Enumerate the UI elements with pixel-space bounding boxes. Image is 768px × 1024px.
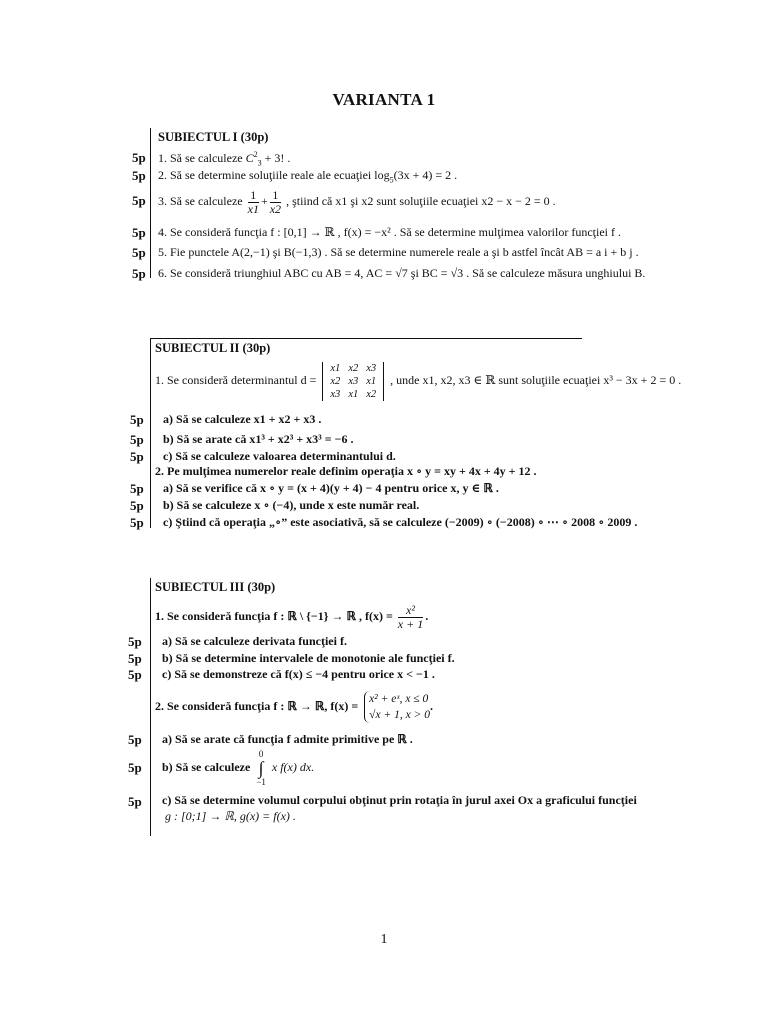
s2-1b: b) Să se arate că x1³ + x2³ + x3³ = −6 . xyxy=(163,432,354,446)
points-label: 5p xyxy=(130,498,144,513)
points-label: 5p xyxy=(132,168,146,183)
s2-1c: c) Să se calculeze valoarea determinantului d. xyxy=(163,449,396,463)
s1-question-1: 1. Să se calculeze $C^2_3 + 3$! . xyxy=(158,150,291,168)
integral-sign: 0 ∫ −1 xyxy=(256,749,266,788)
points-label: 5p xyxy=(130,432,144,447)
s3-1c: c) Să se demonstreze că f(x) ≤ −4 pentru orice x < −1 . xyxy=(162,667,435,681)
s1-question-6: 6. Se consideră triunghiul ABC cu AB = 4, AC = √7 şi BC = √3 . Să se calculeze măsura unghiului B. xyxy=(158,266,646,280)
section-3-header: SUBIECTUL III (30p) xyxy=(155,580,276,594)
section-1-header: SUBIECTUL I (30p) xyxy=(158,130,269,144)
points-label: 5p xyxy=(128,667,142,682)
section-1-rule xyxy=(150,128,151,278)
points-label: 5p xyxy=(130,449,144,464)
s3-1a: a) Să se calculeze derivata funcţiei f. xyxy=(162,634,347,648)
determinant-matrix: x1 x2 x3 x2 x3 x1 x3 x1 x2 xyxy=(322,362,384,401)
s2-1a: a) Să se calculeze x1 + x2 + x3 . xyxy=(163,412,322,426)
points-label: 5p xyxy=(128,732,142,747)
s2-2a: a) Să se verifice că x ∘ y = (x + 4)(y + 4) − 4 pentru orice x, y ∈ ℝ . xyxy=(163,481,499,495)
s3-2b: b) Să se calculeze 0 ∫ −1 x f(x) dx. xyxy=(162,749,315,788)
s1-question-3: 3. Să se calculeze $\frac{1}{x1}$ + $\frac{1}{x2}$ , ştiind că x1 şi x2 sunt soluţiile ecuaţiei x2 − x − 2 = 0 . xyxy=(158,187,556,216)
s3-1b: b) Să se determine intervalele de monotonie ale funcţiei f. xyxy=(162,651,455,665)
points-label: 5p xyxy=(128,794,142,809)
page-title: VARIANTA 1 xyxy=(332,90,436,109)
points-label: 5p xyxy=(130,515,144,530)
points-label: 5p xyxy=(130,481,144,496)
s3-question-2: 2. Se consideră funcţia f : ℝ → ℝ, f(x) = x² + eˣ, x ≤ 0 √x + 1, x > 0 . xyxy=(155,693,433,722)
s1-question-5: 5. Fie punctele A(2,−1) şi B(−1,3) . Să se determine numerele reale a şi b astfel încât AB = a i + b j . xyxy=(158,245,639,259)
points-label: 5p xyxy=(132,150,146,165)
points-label: 5p xyxy=(128,651,142,666)
points-label: 5p xyxy=(132,266,146,281)
points-label: 5p xyxy=(132,193,146,208)
s2-question-2: 2. Pe mulţimea numerelor reale definim operaţia x ∘ y = xy + 4x + 4y + 12 . xyxy=(155,464,537,478)
section-2-rule xyxy=(150,338,151,528)
s1-question-4: 4. Se consideră funcţia f : [0,1] → ℝ , f(x) = −x² . Să se determine mulţimea valorilor funcţiei f . xyxy=(158,225,621,239)
piecewise-brace: x² + eˣ, x ≤ 0 √x + 1, x > 0 xyxy=(364,691,430,723)
section-2-top-rule xyxy=(150,338,582,339)
points-label: 5p xyxy=(132,245,146,260)
s3-2c-line2: g : [0;1] → ℝ, g(x) = f(x) . xyxy=(165,809,296,823)
points-label: 5p xyxy=(128,634,142,649)
points-label: 5p xyxy=(130,412,144,427)
s2-2b: b) Să se calculeze x ∘ (−4), unde x este număr real. xyxy=(163,498,420,512)
section-3-rule xyxy=(150,578,151,836)
s3-2c-line1: c) Să se determine volumul corpului obţinut prin rotaţia în jurul axei Ox a graficului funcţiei xyxy=(162,793,637,807)
section-2-header: SUBIECTUL II (30p) xyxy=(155,341,271,355)
s3-question-1: 1. Se consideră funcţia f : ℝ \ {−1} → ℝ , f(x) = $\frac{\text{x²}}{x + 1}$ . xyxy=(155,602,429,631)
s2-question-1: 1. Se consideră determinantul d = x1 x2 x3 x2 x3 x1 x3 x1 x2 , unde x1, x2, x3 ∈ ℝ sunt soluţiile ecuaţiei x³ − 3x + 2 = 0 . xyxy=(155,362,682,400)
points-label: 5p xyxy=(132,225,146,240)
s3-2a: a) Să se arate că funcţia f admite primitive pe ℝ . xyxy=(162,732,413,746)
points-label: 5p xyxy=(128,760,142,775)
page-number: 1 xyxy=(380,932,388,947)
s1-question-2: 2. Să se determine soluţiile reale ale ecuaţiei $\log_5(3x + 4) = 2$ . xyxy=(158,168,458,185)
s2-2c: c) Ştiind că operaţia „∘” este asociativă, să se calculeze (−2009) ∘ (−2008) ∘ ⋯ ∘ 2008 ∘ 2009 . xyxy=(163,515,638,529)
